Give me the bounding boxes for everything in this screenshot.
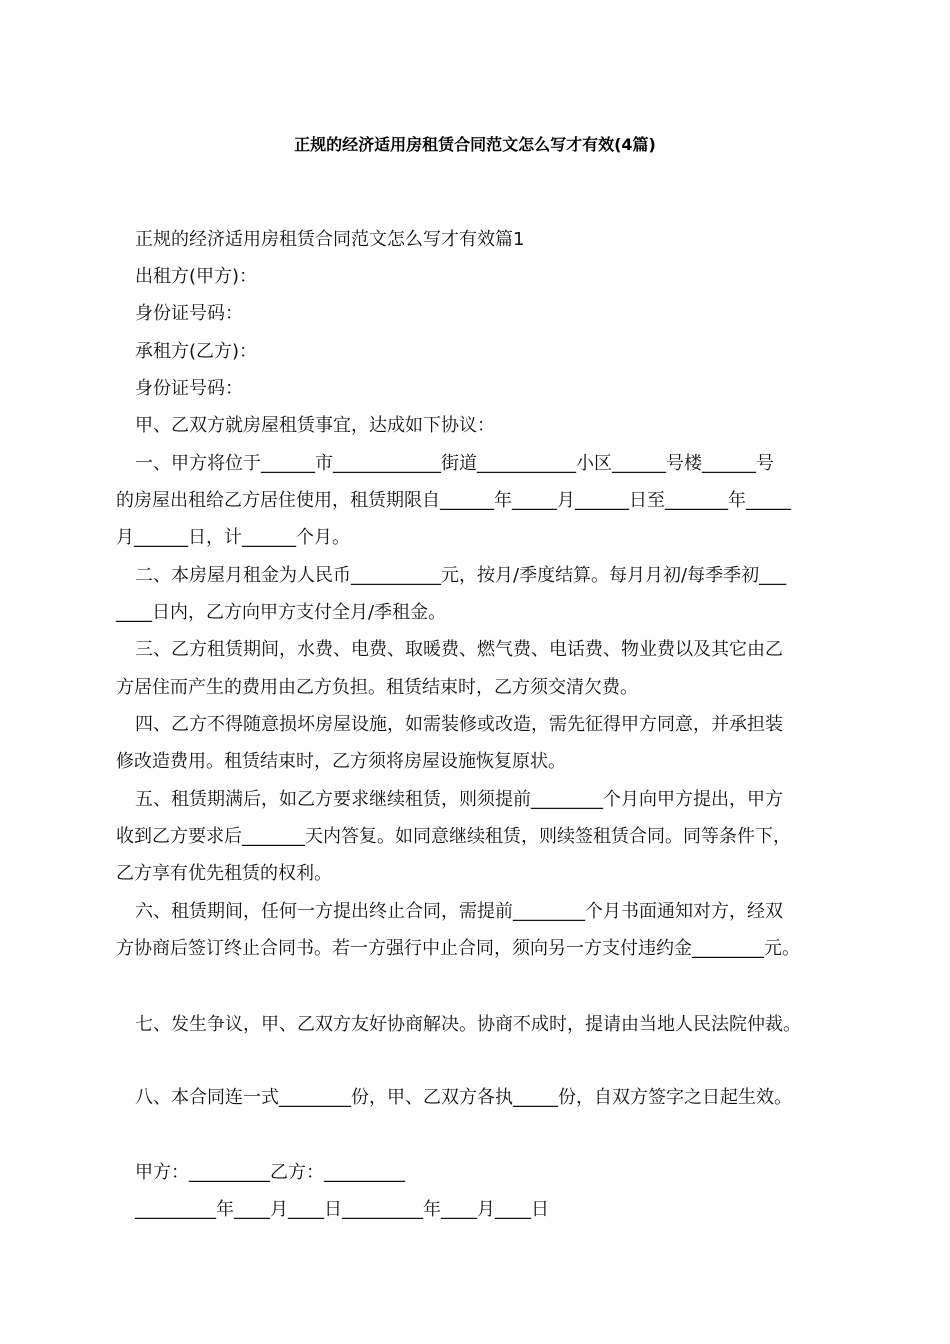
clause-5-line-3: 乙方享有优先租赁的权利。 — [116, 863, 332, 884]
agreement-intro: 甲、乙双方就房屋租赁事宜，达成如下协议： — [135, 415, 495, 436]
clause-5-line-2: 收到乙方要求后_______天内答复。如同意继续租赁，则续签租赁合同。同等条件下， — [116, 826, 791, 847]
clause-1-line-1: 一、甲方将位于______市____________街道___________小区______号楼______号 — [135, 453, 774, 474]
lessor-id-label: 身份证号码： — [135, 303, 243, 324]
clause-1-line-3: 月______日，计______个月。 — [116, 527, 350, 548]
section-heading: 正规的经济适用房租赁合同范文怎么写才有效篇1 — [135, 229, 525, 250]
document-title: 正规的经济适用房租赁合同范文怎么写才有效(4篇) — [294, 135, 656, 154]
clause-8: 八、本合同连一式________份，甲、乙双方各执_____份，自双方签字之日起生效。 — [135, 1087, 792, 1108]
lessee-label: 承租方(乙方)： — [135, 341, 258, 362]
clause-7: 七、发生争议，甲、乙双方友好协商解决。协商不成时，提请由当地人民法院仲裁。 — [135, 1014, 801, 1035]
clause-2-line-1: 二、本房屋月租金为人民币__________元，按月/季度结算。每月月初/每季季初___ — [135, 565, 787, 586]
lessee-id-label: 身份证号码： — [135, 378, 243, 399]
signature-dates: _________年____月____日_________年____月____日 — [135, 1199, 549, 1220]
clause-6-line-2: 方协商后签订终止合同书。若一方强行中止合同，须向另一方支付违约金________元。 — [116, 938, 800, 959]
clause-4-line-1: 四、乙方不得随意损坏房屋设施，如需装修或改造，需先征得甲方同意，并承担装 — [135, 714, 783, 735]
clause-2-line-2: ____日内，乙方向甲方支付全月/季租金。 — [116, 602, 447, 623]
clause-5-line-1: 五、租赁期满后，如乙方要求继续租赁，则须提前________个月向甲方提出，甲方 — [135, 789, 783, 810]
lessor-label: 出租方(甲方)： — [135, 266, 258, 287]
clause-4-line-2: 修改造费用。租赁结束时，乙方须将房屋设施恢复原状。 — [116, 751, 566, 772]
signature-parties: 甲方：_________乙方：_________ — [135, 1162, 405, 1183]
clause-3-line-1: 三、乙方租赁期间，水费、电费、取暖费、燃气费、电话费、物业费以及其它由乙 — [135, 639, 783, 660]
clause-6-line-1: 六、租赁期间，任何一方提出终止合同，需提前________个月书面通知对方，经双 — [135, 901, 783, 922]
clause-3-line-2: 方居住而产生的费用由乙方负担。租赁结束时，乙方须交清欠费。 — [116, 677, 638, 698]
clause-1-line-2: 的房屋出租给乙方居住使用，租赁期限自______年_____月______日至_______年_____ — [116, 490, 791, 511]
